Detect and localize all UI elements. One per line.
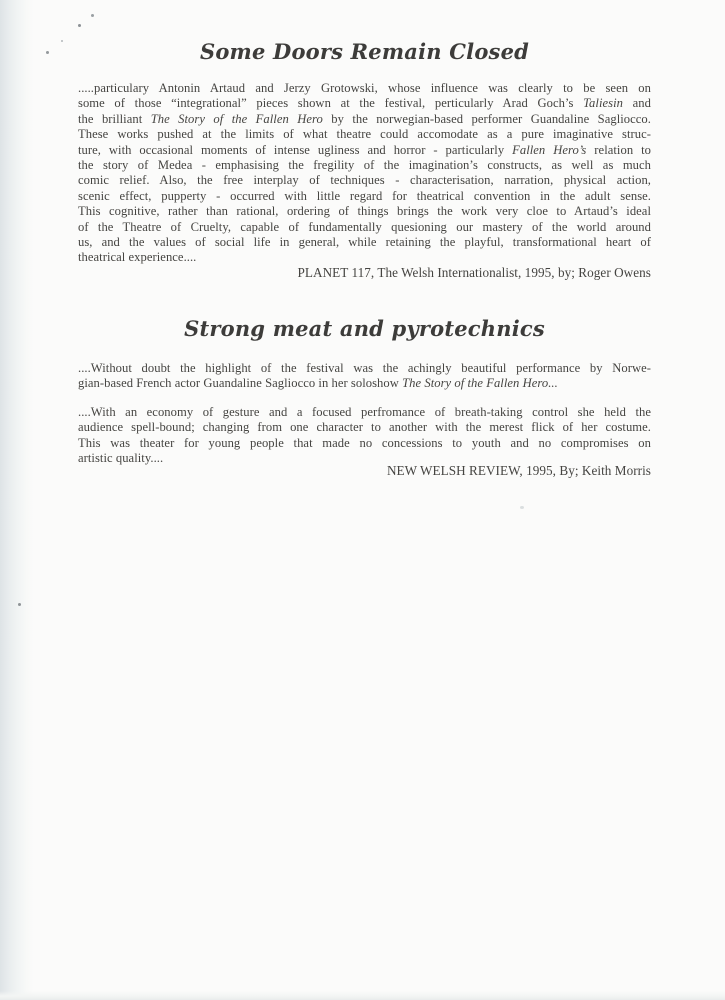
scan-speck xyxy=(78,24,81,27)
review1-paragraph: .....particulary Antonin Artaud and Jerzy Grotowski, whose influence was clearly to be seen on some of those “integrational” pieces shown at the festival, perticularly Arad Goch’s Taliesin and the brilliant The Story of the Fallen Hero by the norwegian-based performer Guandaline Sagliocco. These works pushed at the limits of what theatre could accomodate as a pure imaginative struc- ture, with occasional moments of intense ugliness and horror - particularly Fallen Hero’s relation to the story of Medea - emphasising the fregility of the imagination’s constructs, as well as much comic relief. Also, the free interplay of techniques - characterisation, narration, physical action, scenic effect, pupperty - occurred with little regard for theatrical convention in the adult sense. This cognitive, rather than rational, ordering of things brings the work very cloe to Artaud’s ideal of the Theatre of Cruelty, capable of fundamentally quesioning our mastery of the world around us, and the values of social life in general, while retaining the playful, transformational heart of theatrical experience.... xyxy=(78,81,651,265)
scan-bottom-edge-shadow xyxy=(0,991,725,1000)
scan-speck xyxy=(46,51,49,54)
review1-attribution: PLANET 117, The Welsh Internationalist, 1995, by; Roger Owens xyxy=(297,265,651,280)
scan-speck xyxy=(520,506,524,509)
review2-attribution: NEW WELSH REVIEW, 1995, By; Keith Morris xyxy=(386,463,651,478)
review2-paragraph-2: ....With an economy of gesture and a focused perfromance of breath-taking control she held the audience spell-bound; changing from one character to another with the merest flick of her costume. This was theater for young people that made no concessions to youth and no compromises on artistic quality.... xyxy=(78,405,651,466)
review1-title: Some Doors Remain Closed xyxy=(199,39,530,64)
scan-left-edge-shadow xyxy=(0,0,34,1000)
review2-paragraph-1: ....Without doubt the highlight of the festival was the achingly beautiful performance by Norwe- gian-based French actor Guandaline Sagliocco in her soloshow The Story of the Fallen Hero... xyxy=(78,361,651,391)
review2-title: Strong meat and pyrotechnics xyxy=(184,316,545,341)
scan-speck xyxy=(61,40,63,42)
scan-speck xyxy=(18,603,21,606)
scan-speck xyxy=(91,14,94,17)
